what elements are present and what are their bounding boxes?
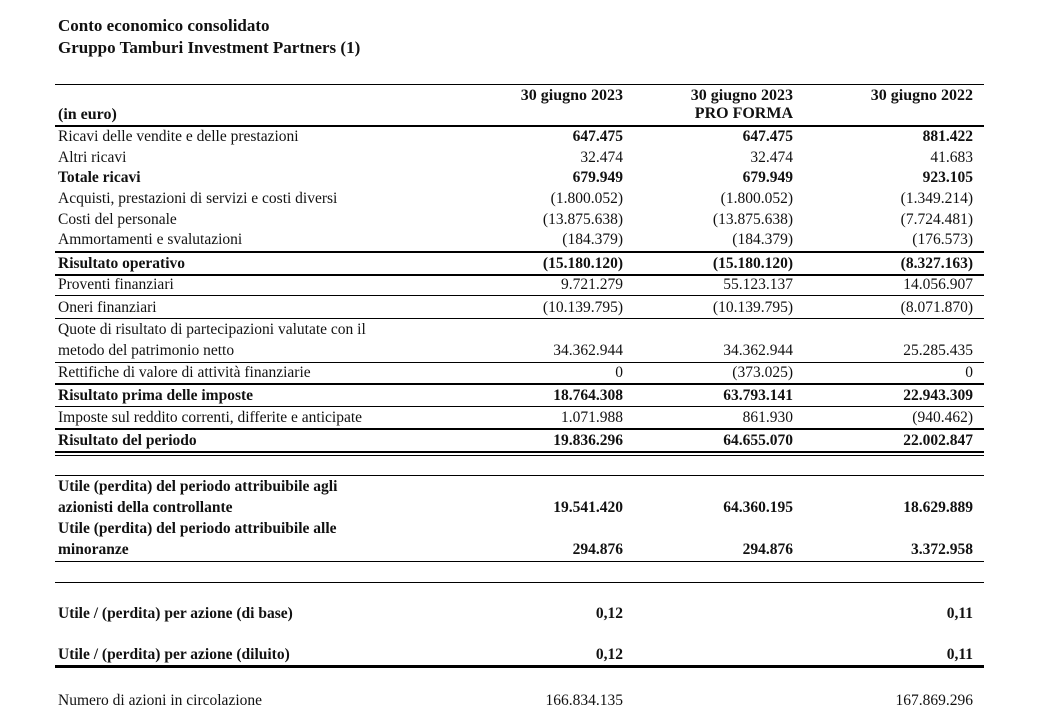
table-row: Utile (perdita) del periodo attribuibile agli azionisti della controllante 19.541.420 64.360.195 18.629.889 [58, 478, 973, 516]
double-divider [55, 451, 984, 453]
table-row: Ricavi delle vendite e delle prestazioni 647.475 647.475 881.422 [58, 128, 973, 145]
divider [55, 84, 984, 85]
table-row: Risultato del periodo 19.836.296 64.655.070 22.002.847 [58, 432, 973, 449]
eps-row: Utile / (perdita) per azione (diluito) 0,12 0,11 [58, 646, 973, 663]
thick-divider [55, 665, 984, 668]
table-row: Oneri finanziari (10.139.795) (10.139.795) (8.071.870) [58, 299, 973, 316]
table-row: Rettifiche di valore di attività finanziarie 0 (373.025) 0 [58, 364, 973, 381]
divider [55, 561, 984, 562]
column-header-1: 30 giugno 2023 [520, 87, 623, 104]
double-divider [55, 455, 984, 456]
unit-label-row [58, 104, 981, 125]
table-row: Quote di risultato di partecipazioni valutate con il metodo del patrimonio netto 34.362.944 34.362.944 25.285.435 [58, 321, 973, 359]
divider [55, 582, 984, 583]
table-row: Acquisti, prestazioni di servizi e costi diversi (1.800.052) (1.800.052) (1.349.214) [58, 190, 973, 207]
table-row: Costi del personale (13.875.638) (13.875.638) (7.724.481) [58, 211, 973, 228]
column-header-2: 30 giugno 2023 PRO FORMA [690, 87, 793, 122]
table-row: Risultato operativo (15.180.120) (15.180.120) (8.327.163) [58, 255, 973, 272]
table-row: Totale ricavi 679.949 679.949 923.105 [58, 169, 973, 186]
table-row: Utile (perdita) del periodo attribuibile alle minoranze 294.876 294.876 3.372.958 [58, 520, 973, 558]
table-row: Risultato prima delle imposte 18.764.308 63.793.141 22.943.309 [58, 387, 973, 404]
eps-row: Utile / (perdita) per azione (di base) 0,12 0,11 [58, 605, 973, 622]
shares-row: Numero di azioni in circolazione 166.834.135 167.869.296 [58, 692, 973, 709]
table-row: Ammortamenti e svalutazioni (184.379) (184.379) (176.573) [58, 231, 973, 248]
document-title: Conto economico consolidato [58, 16, 270, 35]
column-header-3: 30 giugno 2022 [870, 87, 973, 104]
table-row: Imposte sul reddito correnti, differite e anticipate 1.071.988 861.930 (940.462) [58, 409, 973, 426]
table-row: Proventi finanziari 9.721.279 55.123.137 14.056.907 [58, 276, 973, 293]
divider [55, 295, 984, 296]
unit-label: (in euro) [58, 106, 117, 123]
document-subtitle: Gruppo Tamburi Investment Partners (1) [58, 38, 361, 57]
table-row: Altri ricavi 32.474 32.474 41.683 [58, 149, 973, 166]
